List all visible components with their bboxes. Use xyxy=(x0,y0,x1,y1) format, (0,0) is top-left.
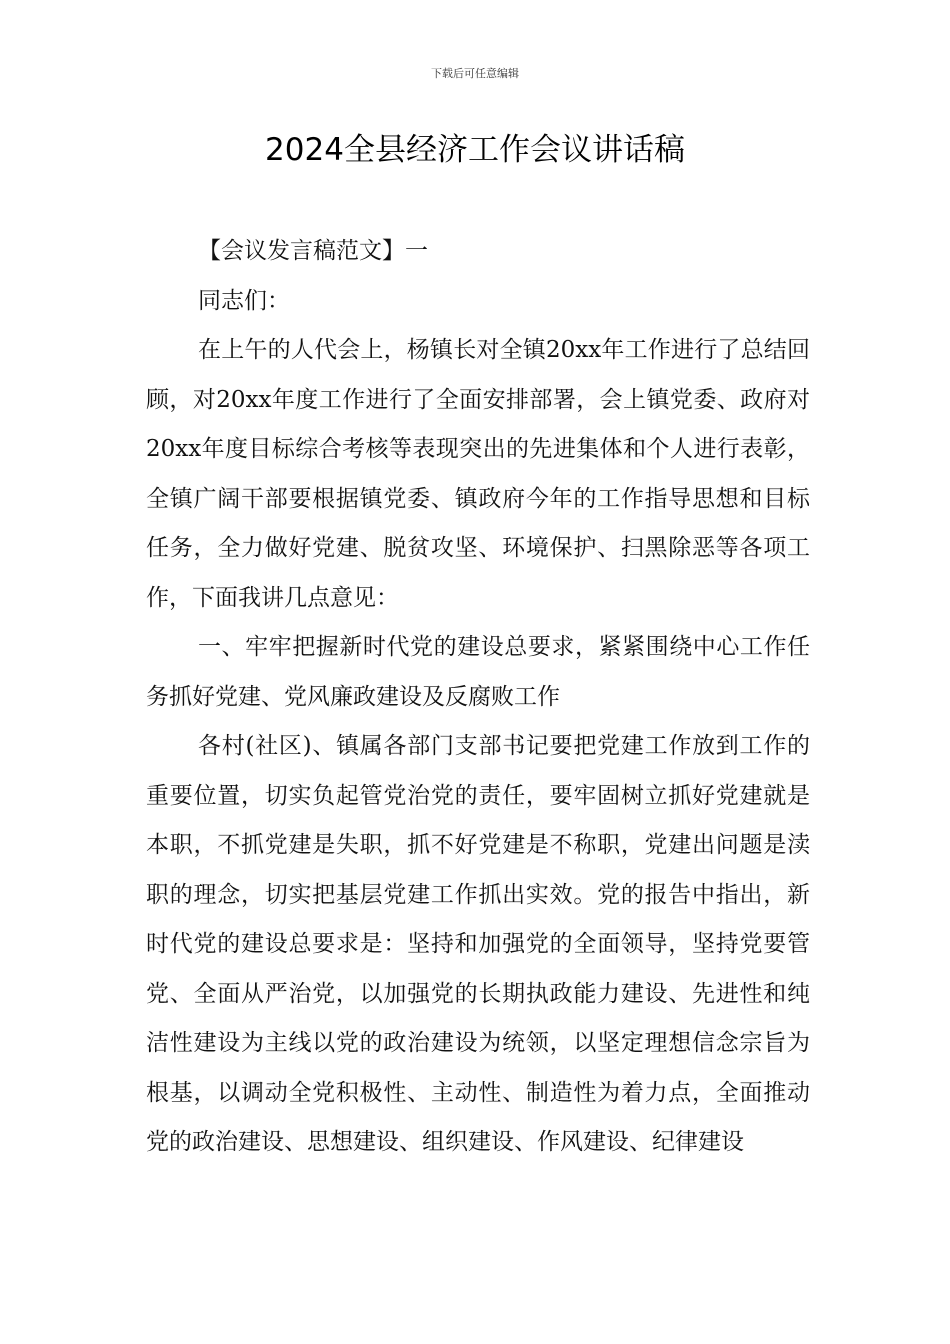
section-heading: 【会议发言稿范文】一 xyxy=(198,238,428,264)
document-body xyxy=(146,227,810,1168)
paragraph-point-one-body: 各村(社区)、镇属各部门支部书记要把党建工作放到工作的重要位置，切实负起管党治党的责任，要牢固树立抓好党建就是本职，不抓党建是失职，抓不好党建是不称职，党建出问题是渎职的理念，切实把基层党建工作抓出实效。党的报告中指出，新时代党的建设总要求是：坚持和加强党的全面领导，坚持党要管党、全面从严治党，以加强党的长期执政能力建设、先进性和纯洁性建设为主线以党的政治建设为统领，以坚定理想信念宗旨为根基，以调动全党积极性、主动性、制造性为着力点，全面推动党的政治建设、思想建设、组织建设、作风建设、纪律建设 xyxy=(146,733,810,1155)
document-title: 2024全县经济工作会议讲话稿 xyxy=(265,132,685,168)
paragraph-intro: 在上午的人代会上，杨镇长对全镇20xx年工作进行了总结回顾，对20xx年度工作进行了全面安排部署，会上镇党委、政府对20xx年度目标综合考核等表现突出的先进集体和个人进行表彰，全镇广阔干部要根据镇党委、镇政府今年的工作指导思想和目标任务，全力做好党建、脱贫攻坚、环境保护、扫黑除恶等各项工作，下面我讲几点意见： xyxy=(146,337,810,611)
header-note: 下载后可任意编辑 xyxy=(431,67,519,80)
paragraph-point-one-heading: 一、牢牢把握新时代党的建设总要求，紧紧围绕中心工作任务抓好党建、党风廉政建设及反腐败工作 xyxy=(146,634,810,710)
salutation: 同志们： xyxy=(198,287,290,314)
